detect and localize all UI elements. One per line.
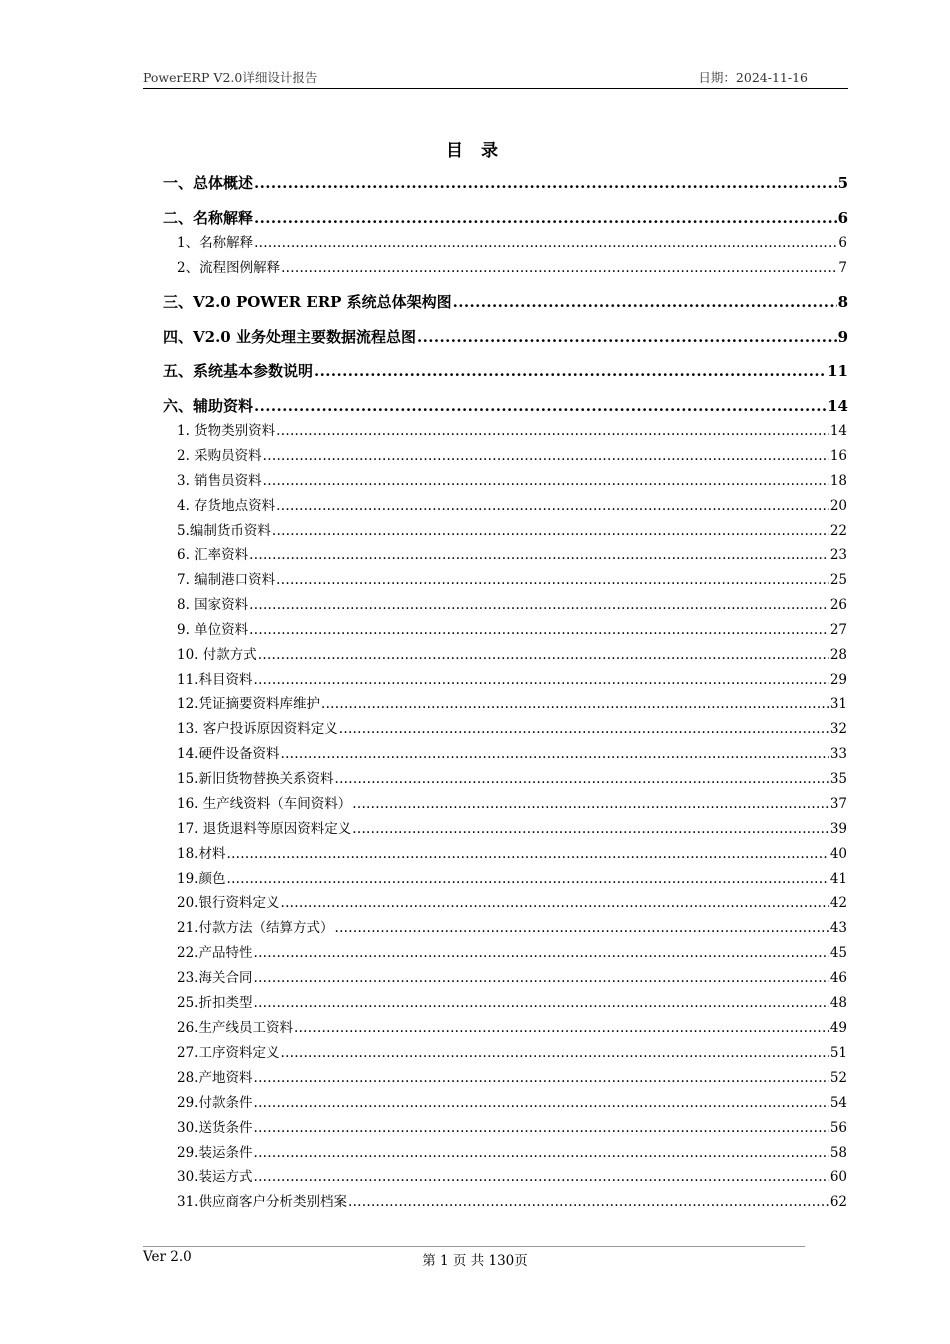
page-header [143,66,848,89]
toc-entry-label: 1、名称解释 [177,235,254,251]
toc-entry[interactable] [177,1141,847,1161]
footer-version: Ver 2.0 [143,1249,192,1265]
toc-entry-page: 28 [829,647,847,663]
toc-entry[interactable] [163,291,848,312]
toc-entry-label: 21.付款方法（结算方式） [177,920,334,936]
toc-entry-label: 9. 单位资料 [177,622,249,638]
toc-entry[interactable] [177,668,847,688]
toc-entry[interactable] [177,1190,847,1210]
toc-entry-page: 23 [829,547,847,563]
toc-entry[interactable] [163,326,848,347]
toc-entry[interactable] [177,231,847,251]
toc-entry[interactable] [177,1165,847,1185]
toc-entry-label: 8. 国家资料 [177,597,249,613]
toc-entry-page: 14 [827,397,848,415]
document-date: 日期：2024-11-16 [698,70,808,85]
toc-entry-page: 27 [829,622,847,638]
toc-entry-page: 11 [827,362,848,380]
toc-entry-page: 29 [829,672,847,688]
toc-leader-dots [253,672,828,688]
toc-entry-label: 13. 客户投诉原因资料定义 [177,721,338,737]
toc-entry[interactable] [177,1041,847,1061]
toc-leader-dots [348,1194,829,1210]
toc-entry-label: 12.凭证摘要资料库维护 [177,696,320,712]
toc-entry-label: 22.产品特性 [177,945,253,961]
toc-entry-page: 37 [829,796,847,812]
toc-title: 目 录 [446,141,504,161]
toc-entry[interactable] [177,593,847,613]
toc-entry[interactable] [177,1066,847,1086]
toc-entry-label: 20.银行资料定义 [177,895,280,911]
toc-entry-page: 41 [829,871,847,887]
toc-entry-label: 19.颜色 [177,871,226,887]
toc-entry[interactable] [177,742,847,762]
toc-leader-dots [258,647,829,663]
toc-entry-label: 四、V2.0 业务处理主要数据流程总图 [163,328,416,346]
toc-entry-page: 32 [829,721,847,737]
toc-entry[interactable] [177,494,847,514]
toc-leader-dots [417,328,837,346]
toc-entry-page: 35 [829,771,847,787]
toc-leader-dots [352,821,829,837]
toc-entry[interactable] [177,256,847,276]
toc-entry[interactable] [177,717,847,737]
toc-entry-label: 16. 生产线资料（车间资料） [177,796,352,812]
toc-leader-dots [314,362,826,380]
toc-leader-dots [253,1095,828,1111]
toc-leader-dots [253,1120,828,1136]
toc-entry-page: 56 [829,1120,847,1136]
toc-entry-page: 60 [829,1169,847,1185]
toc-entry-label: 10. 付款方式 [177,647,257,663]
toc-entry-label: 26.生产线员工资料 [177,1020,293,1036]
toc-entry-label: 2. 采购员资料 [177,448,262,464]
toc-entry-page: 6 [838,235,847,251]
toc-leader-dots [276,423,829,439]
toc-entry-label: 23.海关合同 [177,970,253,986]
toc-leader-dots [249,622,829,638]
toc-entry-label: 5.编制货币资料 [177,523,271,539]
toc-entry-label: 27.工序资料定义 [177,1045,280,1061]
toc-entry-page: 40 [829,846,847,862]
toc-entry[interactable] [163,395,848,416]
toc-leader-dots [253,995,828,1011]
toc-leader-dots [272,523,829,539]
toc-entry-label: 25.折扣类型 [177,995,253,1011]
toc-entry-label: 30.装运方式 [177,1169,253,1185]
toc-leader-dots [280,746,828,762]
toc-entry[interactable] [177,444,847,464]
toc-leader-dots [226,871,828,887]
toc-entry-label: 1. 货物类别资料 [177,423,276,439]
toc-entry-page: 62 [829,1194,847,1210]
toc-entry[interactable] [177,792,847,812]
toc-entry-page: 51 [829,1045,847,1061]
toc-leader-dots [253,1145,828,1161]
toc-leader-dots [281,260,837,276]
toc-entry-page: 54 [829,1095,847,1111]
toc-entry[interactable] [177,817,847,837]
toc-entry[interactable] [177,916,847,936]
toc-entry-label: 4. 存货地点资料 [177,498,276,514]
toc-leader-dots [254,209,837,227]
toc-leader-dots [253,970,828,986]
toc-entry-page: 46 [829,970,847,986]
toc-entry[interactable] [177,618,847,638]
toc-entry[interactable] [177,842,847,862]
toc-entry-label: 2、流程图例解释 [177,260,281,276]
toc-entry-page: 31 [829,696,847,712]
toc-entry[interactable] [177,966,847,986]
toc-entry-page: 26 [829,597,847,613]
toc-entry[interactable] [177,867,847,887]
toc-entry-page: 22 [829,523,847,539]
toc-entry-label: 29.付款条件 [177,1095,253,1111]
toc-entry-page: 6 [837,209,848,227]
toc-leader-dots [226,846,828,862]
toc-entry[interactable] [177,469,847,489]
toc-entry-page: 9 [837,328,848,346]
toc-entry-label: 18.材料 [177,846,226,862]
toc-entry-page: 43 [829,920,847,936]
toc-entry[interactable] [177,419,847,439]
toc-leader-dots [352,796,829,812]
toc-entry-page: 33 [829,746,847,762]
toc-leader-dots [321,696,829,712]
toc-leader-dots [249,597,829,613]
toc-entry-page: 5 [837,174,848,192]
toc-entry-label: 3. 销售员资料 [177,473,262,489]
toc-entry-label: 7. 编制港口资料 [177,572,276,588]
toc-entry[interactable] [177,1016,847,1036]
footer-page-info: 第 1 页 共 130页 [422,1253,528,1269]
toc-entry[interactable] [177,767,847,787]
toc-entry-page: 7 [838,260,847,276]
toc-leader-dots [280,895,828,911]
toc-entry-page: 18 [829,473,847,489]
toc-entry-page: 14 [829,423,847,439]
toc-entry-page: 20 [829,498,847,514]
toc-entry[interactable] [177,692,847,712]
toc-entry-page: 8 [837,293,848,311]
toc-entry-label: 一、总体概述 [163,174,254,192]
toc-entry-label: 6. 汇率资料 [177,547,249,563]
toc-leader-dots [276,572,829,588]
toc-entry-page: 16 [829,448,847,464]
toc-entry-page: 58 [829,1145,847,1161]
toc-entry-label: 30.送货条件 [177,1120,253,1136]
toc-entry[interactable] [177,1116,847,1136]
toc-leader-dots [339,721,829,737]
toc-entry-page: 48 [829,995,847,1011]
toc-entry[interactable] [177,891,847,911]
toc-entry-label: 三、V2.0 POWER ERP 系统总体架构图 [163,293,452,311]
toc-entry-page: 42 [829,895,847,911]
toc-entry[interactable] [177,543,847,563]
toc-entry-label: 15.新旧货物替换关系资料 [177,771,334,787]
toc-leader-dots [276,498,829,514]
toc-leader-dots [263,473,829,489]
toc-entry-label: 14.硬件设备资料 [177,746,280,762]
toc-leader-dots [334,771,828,787]
toc-leader-dots [254,174,837,192]
toc-entry[interactable] [177,643,847,663]
toc-entry-page: 49 [829,1020,847,1036]
toc-leader-dots [263,448,829,464]
toc-leader-dots [253,1070,828,1086]
toc-entry-page: 45 [829,945,847,961]
toc-leader-dots [254,397,826,415]
toc-entry-label: 六、辅助资料 [163,397,254,415]
toc-entry-label: 29.装运条件 [177,1145,253,1161]
toc-entry[interactable] [177,519,847,539]
toc-leader-dots [294,1020,829,1036]
toc-entry-label: 五、系统基本参数说明 [163,362,314,380]
toc-entry[interactable] [163,172,848,193]
toc-entry[interactable] [177,568,847,588]
toc-leader-dots [254,235,837,251]
toc-entry-label: 11.科目资料 [177,672,253,688]
toc-entry-label: 28.产地资料 [177,1070,253,1086]
toc-entry[interactable] [177,941,847,961]
toc-leader-dots [280,1045,828,1061]
toc-entry-label: 31.供应商客户分析类别档案 [177,1194,347,1210]
toc-leader-dots [249,547,829,563]
toc-entry[interactable] [177,991,847,1011]
document-title: PowerERP V2.0详细设计报告 [143,70,318,85]
toc-entry[interactable] [177,1091,847,1111]
toc-leader-dots [253,1169,828,1185]
toc-leader-dots [334,920,828,936]
toc-leader-dots [453,293,837,311]
toc-entry[interactable] [163,207,848,228]
toc-entry-label: 二、名称解释 [163,209,254,227]
toc-entry-page: 52 [829,1070,847,1086]
toc-leader-dots [253,945,828,961]
toc-entry[interactable] [163,360,848,381]
toc-entry-label: 17. 退货退料等原因资料定义 [177,821,352,837]
footer-divider [143,1246,805,1247]
toc-entry-page: 39 [829,821,847,837]
toc-entry-page: 25 [829,572,847,588]
